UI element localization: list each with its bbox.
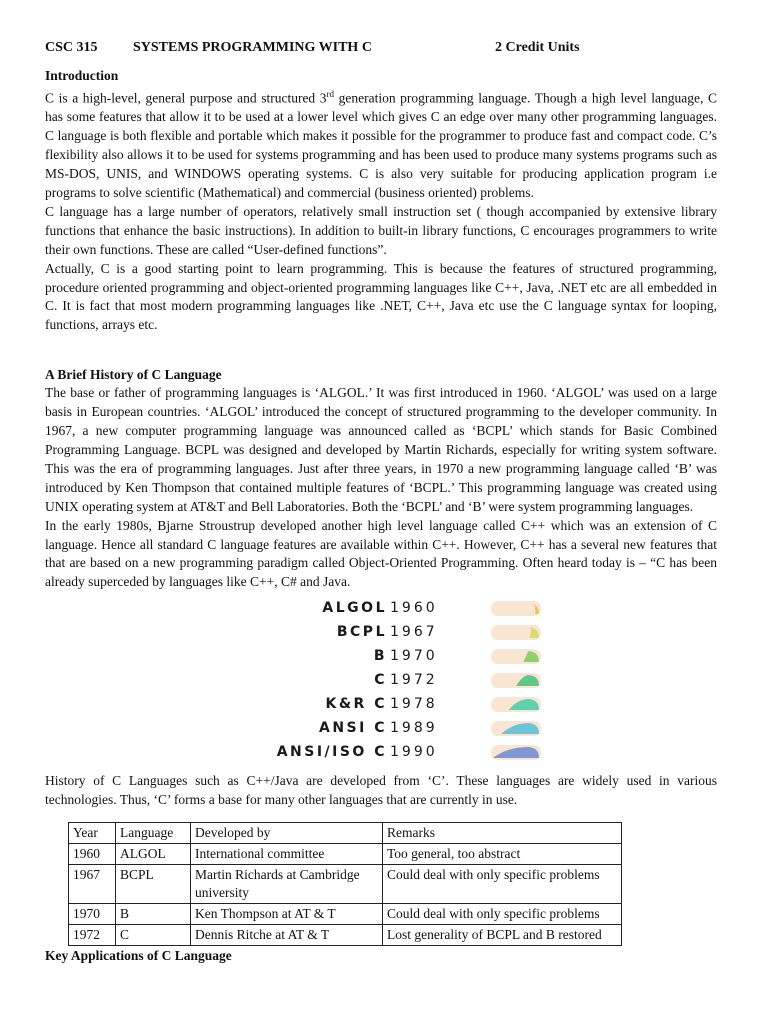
timeline-progress-bar	[491, 649, 541, 664]
course-code: CSC 315	[45, 40, 98, 55]
timeline-language-label: K&R C	[325, 696, 387, 713]
history-table	[68, 822, 622, 946]
timeline-progress-bar	[491, 745, 541, 760]
cell-developer: Martin Richards at Cambridge university	[191, 865, 383, 904]
timeline-progress-bar	[491, 673, 541, 688]
timeline-row	[45, 718, 717, 742]
cell-year: 1967	[69, 865, 116, 904]
intro-paragraph-2: C language has a large number of operators, relatively small instruction set ( though accompanied by extensive library functions that enhance the basic instructions). In addition to built-in library functions, C encourages programmers to write their own functions. These are called “User-defined functions”.	[45, 203, 717, 257]
intro-paragraph-1	[45, 85, 717, 203]
header-year: Year	[69, 823, 116, 844]
cell-language: BCPL	[116, 865, 191, 904]
cell-language: ALGOL	[116, 844, 191, 865]
cell-developer: International committee	[191, 844, 383, 865]
timeline-language-label: C	[374, 672, 387, 689]
timeline-row	[45, 742, 717, 766]
timeline-row	[45, 646, 717, 670]
timeline-year-label: 1967	[390, 624, 438, 641]
intro-p1-end: generation programming language. Though a high level language, C has some features that allow it to be used at a lower level which gives C an edge over many other programming languages. C language is both flexible and portable which makes it possible for the programmer to produce fast and compact code. C’s flexibility also allows it to be used for systems programming and has been used to produce many systems programs such as MS-DOS, UNIS, and WINDOWS operating systems. C is also very suitable for producing application program i.e programs to solve scientific (Mathematical) and commercial (business oriented) problems.	[45, 90, 717, 201]
history-paragraph-3: History of C Languages such as C++/Java are developed from ‘C’. These languages are widely used in various technologies. Thus, ‘C’ forms a base for many other languages that are currently in use.	[45, 773, 717, 808]
timeline-row	[45, 694, 717, 718]
timeline-progress-bar	[491, 697, 541, 712]
cell-year: 1960	[69, 844, 116, 865]
c-history-timeline-figure	[45, 598, 717, 764]
timeline-row	[45, 598, 717, 622]
cell-remarks: Lost generality of BCPL and B restored	[383, 925, 622, 946]
cell-remarks: Could deal with only specific problems	[383, 865, 622, 904]
timeline-progress-bar	[491, 721, 541, 736]
cell-developer: Dennis Ritche at AT & T	[191, 925, 383, 946]
course-title: SYSTEMS PROGRAMMING WITH C	[133, 40, 372, 55]
ordinal-superscript: rd	[326, 89, 335, 99]
timeline-progress-bar	[491, 601, 541, 616]
introduction-heading: Introduction	[45, 68, 119, 83]
timeline-year-label: 1960	[390, 600, 438, 617]
header-remarks: Remarks	[383, 823, 622, 844]
timeline-year-label: 1972	[390, 672, 438, 689]
table-header-row	[69, 823, 622, 844]
key-applications-heading: Key Applications of C Language	[45, 948, 232, 964]
timeline-year-label: 1978	[390, 696, 438, 713]
timeline-year-label: 1989	[390, 720, 438, 737]
cell-language: B	[116, 904, 191, 925]
header-developed-by: Developed by	[191, 823, 383, 844]
table-row	[69, 865, 622, 904]
table-row	[69, 844, 622, 865]
timeline-progress-bar	[491, 625, 541, 640]
timeline-language-label: BCPL	[336, 624, 387, 641]
table-row	[69, 904, 622, 925]
cell-year: 1972	[69, 925, 116, 946]
cell-remarks: Could deal with only specific problems	[383, 904, 622, 925]
header-language: Language	[116, 823, 191, 844]
history-paragraph-1: The base or father of programming languages is ‘ALGOL.’ It was first introduced in 1960. ‘ALGOL’ was used on a large basis in European countries. ‘ALGOL’ introduced the concept of structured programming to the developer community. In 1967, a new computer programming language was announced called as ‘BCPL’ which stands for Basic Combined Programming Language. BCPL was designed and developed by Martin Richards, especially for writing system software. This was the era of programming languages. Just after three years, in 1970 a new programming language called ‘B’ was introduced by Ken Thompson that contained multiple features of ‘BCPL.’ This programming language was created using UNIX operating system at AT&T and Bell Laboratories. Both the ‘BCPL’ and ‘B’ were system programming languages.	[45, 385, 717, 514]
timeline-language-label: ANSI C	[319, 720, 387, 737]
timeline-row	[45, 670, 717, 694]
intro-paragraph-3: Actually, C is a good starting point to learn programming. This is because the features of structured programming, procedure oriented programming and object-oriented programming languages like C++, Java, .NET etc are all embedded in C. It is fact that most modern programming languages like .NET, C++, Java etc use the C language syntax for looping, functions, arrays etc.	[45, 260, 717, 333]
history-heading: A Brief History of C Language	[45, 367, 222, 383]
timeline-row	[45, 622, 717, 646]
cell-developer: Ken Thompson at AT & T	[191, 904, 383, 925]
cell-language: C	[116, 925, 191, 946]
timeline-language-label: ANSI/ISO C	[276, 744, 387, 761]
history-paragraph-2: In the early 1980s, Bjarne Stroustrup developed another high level language called C++ which was an extension of C language. Hence all standard C language features are available within C++. However, C++ has a several new features that that are based on a new programming paradigm called Object-Oriented Programming. Often heard today is – “C has been already superceded by languages like C++, C# and Java.	[45, 517, 717, 590]
cell-year: 1970	[69, 904, 116, 925]
table-row	[69, 925, 622, 946]
timeline-language-label: ALGOL	[322, 600, 387, 617]
intro-p1-start: C is a high-level, general purpose and structured 3	[45, 90, 327, 106]
document-page	[45, 38, 717, 965]
timeline-year-label: 1990	[390, 744, 438, 761]
course-header	[45, 38, 717, 58]
timeline-year-label: 1970	[390, 648, 438, 665]
cell-remarks: Too general, too abstract	[383, 844, 622, 865]
timeline-language-label: B	[373, 648, 387, 665]
timeline-bar-track	[491, 601, 541, 616]
course-units: 2 Credit Units	[495, 40, 580, 55]
